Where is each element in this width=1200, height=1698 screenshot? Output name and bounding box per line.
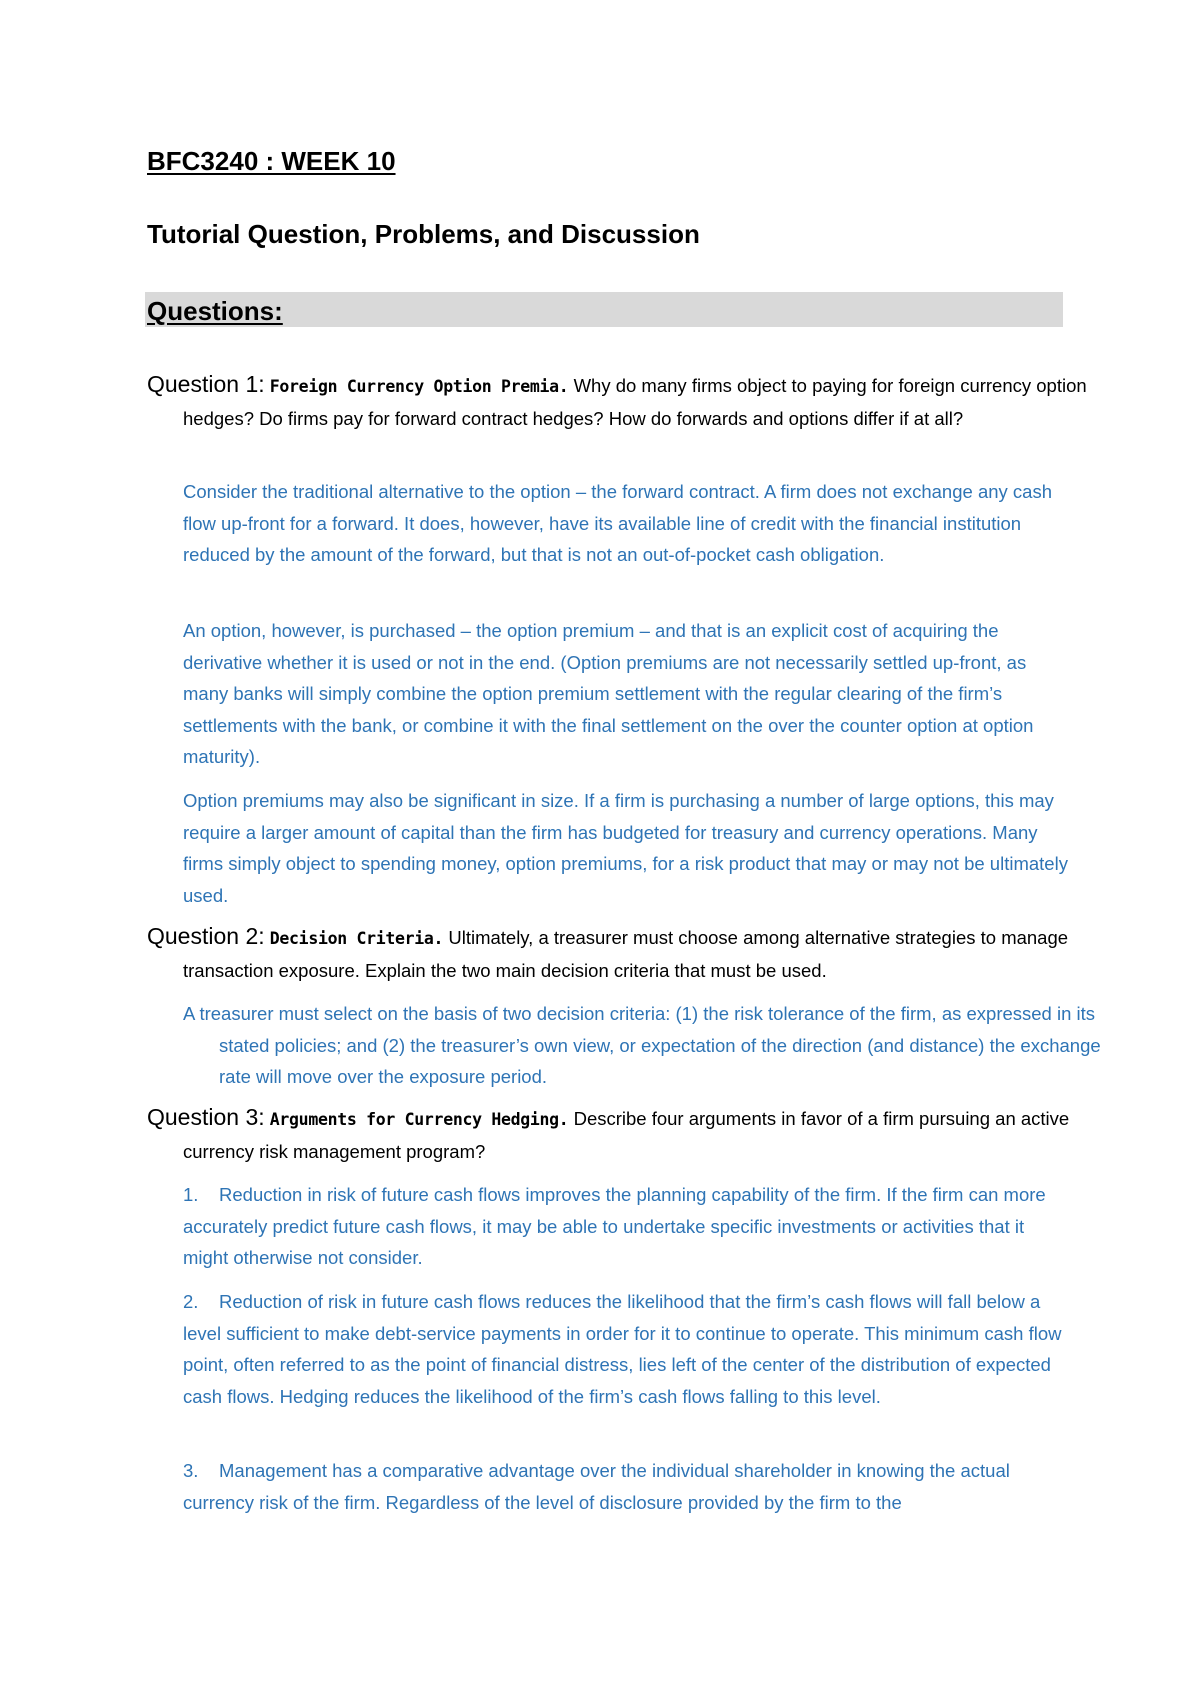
question-1-text: Why do many firms object to paying for foreign currency option hedges? Do firms pay for forward contract hedges? How do forwards and options differ if at all? [183, 375, 1087, 429]
answer-3-point [183, 1455, 1069, 1518]
answer-3-point [183, 1286, 1069, 1412]
question-1 [147, 369, 1105, 434]
section-heading: Questions: [147, 296, 283, 326]
answer-1-paragraph: Consider the traditional alternative to the option – the forward contract. A firm does not exchange any cash flow up-front for a forward. It does, however, have its available line of credit with the financial institution reduced by the amount of the forward, but that is not an out-of-pocket cash obligation. [183, 481, 1052, 565]
point-number: 3. [183, 1460, 199, 1481]
question-2 [147, 921, 1105, 986]
point-number: 2. [183, 1291, 199, 1312]
answer-2: A treasurer must select on the basis of two decision criteria: (1) the risk tolerance of the firm, as expressed in its stated policies; and (2) the treasurer’s own view, or expectation of the direction (and distance) the exchange rate will move over the exposure period. [183, 1003, 1101, 1087]
question-3-text: Describe four arguments in favor of a firm pursuing an active currency risk management program? [183, 1108, 1070, 1162]
document-subtitle: Tutorial Question, Problems, and Discussion [147, 219, 700, 249]
question-3-topic: Arguments for Currency Hedging. [269, 1110, 569, 1129]
point-text: Management has a comparative advantage over the individual shareholder in knowing the actual currency risk of the firm. Regardless of the level of disclosure provided by the firm to the [183, 1460, 1010, 1513]
point-text: Reduction of risk in future cash flows reduces the likelihood that the firm’s cash flows will fall below a level sufficient to make debt-service payments in order for it to continue to operate. This minimum cash flow point, often referred to as the point of financial distress, lies left of the center of the distribution of expected cash flows. Hedging reduces the likelihood of the firm’s cash flows falling to this level. [183, 1291, 1062, 1407]
question-2-topic: Decision Criteria. [269, 929, 444, 948]
answer-1-paragraph: Option premiums may also be significant in size. If a firm is purchasing a number of large options, this may require a larger amount of capital than the firm has budgeted for treasury and currency operations. Many firms simply object to spending money, option premiums, for a risk product that may or may not be ultimately used. [183, 790, 1068, 906]
question-1-topic: Foreign Currency Option Premia. [269, 377, 569, 396]
point-text: Reduction in risk of future cash flows improves the planning capability of the firm. If the firm can more accurately predict future cash flows, it may be able to undertake specific investments or activities that it might otherwise not consider. [183, 1184, 1046, 1268]
question-3-label: Question 3: [147, 1104, 265, 1130]
question-1-label: Question 1: [147, 371, 265, 397]
question-2-text: Ultimately, a treasurer must choose among alternative strategies to manage transaction exposure. Explain the two main decision criteria that must be used. [183, 927, 1069, 981]
point-number: 1. [183, 1184, 199, 1205]
answer-3-point [183, 1179, 1069, 1274]
question-3 [147, 1102, 1105, 1167]
answer-1-paragraph: An option, however, is purchased – the option premium – and that is an explicit cost of acquiring the derivative whether it is used or not in the end. (Option premiums are not necessarily settled up-front, as many banks will simply combine the option premium settlement with the regular clearing of the firm’s settlements with the bank, or combine it with the final settlement on the over the counter option at option maturity). [183, 620, 1034, 767]
question-2-label: Question 2: [147, 923, 265, 949]
document-title: BFC3240 : WEEK 10 [147, 146, 396, 176]
